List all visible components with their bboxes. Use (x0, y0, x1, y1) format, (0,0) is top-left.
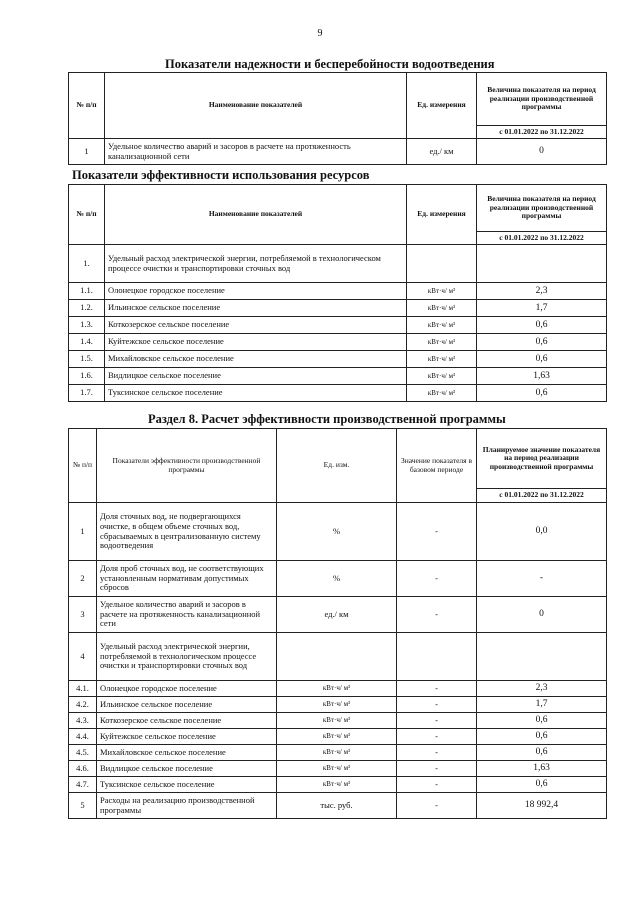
row-unit: кВт·ч/ м³ (277, 761, 397, 777)
table-row (69, 633, 607, 681)
row-name: Коткозерское сельское поселение (97, 713, 277, 729)
table-row (69, 681, 607, 697)
row-plan: 0,0 (477, 503, 607, 561)
row-value: 1,63 (477, 368, 607, 385)
table-row (69, 385, 607, 402)
row-num: 4.2. (69, 697, 97, 713)
table-row (69, 745, 607, 761)
resources-table (68, 184, 607, 402)
row-base: - (397, 597, 477, 633)
col-header-unit: Ед. измерения (407, 73, 477, 139)
row-num: 4.1. (69, 681, 97, 697)
row-unit: кВт·ч/ м³ (277, 697, 397, 713)
row-plan: - (477, 561, 607, 597)
row-name: Олонецкое городское поселение (97, 681, 277, 697)
row-name: Видлицкое сельское поселение (105, 368, 407, 385)
row-unit: ед./ км (277, 597, 397, 633)
row-num: 1 (69, 139, 105, 165)
table-row (69, 713, 607, 729)
row-num: 4.3. (69, 713, 97, 729)
row-name: Удельное количество аварий и засоров в расчете на протяженность канализационной сети (105, 139, 407, 165)
row-name: Туксинское сельское поселение (105, 385, 407, 402)
table-row (69, 351, 607, 368)
row-name: Михайловское сельское поселение (97, 745, 277, 761)
row-name: Коткозерское сельское поселение (105, 317, 407, 334)
row-num: 1.5. (69, 351, 105, 368)
col-header-num: № п/п (69, 185, 105, 245)
row-base: - (397, 745, 477, 761)
row-name: Расходы на реализацию производственной программы (97, 793, 277, 819)
table-row (69, 317, 607, 334)
row-value: 2,3 (477, 283, 607, 300)
row-plan: 18 992,4 (477, 793, 607, 819)
row-name: Куйтежское сельское поселение (105, 334, 407, 351)
row-unit: кВт·ч/ м³ (407, 385, 477, 402)
col-header-base: Значение показателя в базовом периоде (397, 429, 477, 503)
table-row (69, 245, 607, 283)
col-header-value: Величина показателя на период реализации производственной программы (477, 73, 607, 126)
col-header-plan: Планируемое значение показателя на период реализации производственной программы (477, 429, 607, 489)
row-base: - (397, 681, 477, 697)
row-num: 2 (69, 561, 97, 597)
row-num: 1.1. (69, 283, 105, 300)
row-base: - (397, 713, 477, 729)
row-num: 1 (69, 503, 97, 561)
row-plan: 0,6 (477, 713, 607, 729)
reliability-title: Показатели надежности и бесперебойности водоотведения (165, 57, 495, 71)
col-header-value: Величина показателя на период реализации производственной программы (477, 185, 607, 232)
row-base: - (397, 503, 477, 561)
row-unit: кВт·ч/ м³ (407, 351, 477, 368)
row-unit: кВт·ч/ м³ (277, 681, 397, 697)
row-value: 0,6 (477, 385, 607, 402)
col-header-num: № п/п (69, 73, 105, 139)
col-header-period: с 01.01.2022 по 31.12.2022 (477, 489, 607, 503)
row-base: - (397, 793, 477, 819)
row-base: - (397, 697, 477, 713)
table-row (69, 777, 607, 793)
row-name: Михайловское сельское поселение (105, 351, 407, 368)
row-name: Ильинское сельское поселение (105, 300, 407, 317)
row-unit: кВт·ч/ м³ (407, 300, 477, 317)
row-plan: 2,3 (477, 681, 607, 697)
row-plan: 0 (477, 597, 607, 633)
row-value: 0,6 (477, 317, 607, 334)
table-row (69, 300, 607, 317)
row-plan: 0,6 (477, 777, 607, 793)
row-unit: кВт·ч/ м³ (277, 729, 397, 745)
row-num: 1. (69, 245, 105, 283)
row-name: Олонецкое городское поселение (105, 283, 407, 300)
row-name: Видлицкое сельское поселение (97, 761, 277, 777)
row-name: Доля сточных вод, не подвергающихся очистке, в общем объеме сточных вод, сбрасываемых в централизованную систему водоотведения (97, 503, 277, 561)
table-row (69, 139, 607, 165)
row-unit (277, 633, 397, 681)
row-value: 0 (477, 139, 607, 165)
row-plan: 1,63 (477, 761, 607, 777)
row-plan: 0,6 (477, 729, 607, 745)
col-header-name: Показатели эффективности производственной программы (97, 429, 277, 503)
row-unit: кВт·ч/ м³ (277, 713, 397, 729)
row-unit: тыс. руб. (277, 793, 397, 819)
table-row (69, 334, 607, 351)
row-base: - (397, 761, 477, 777)
row-value: 0,6 (477, 351, 607, 368)
reliability-table (68, 72, 607, 165)
row-base: - (397, 777, 477, 793)
row-plan: 1,7 (477, 697, 607, 713)
row-base: - (397, 561, 477, 597)
col-header-period: с 01.01.2022 по 31.12.2022 (477, 126, 607, 139)
table-row (69, 761, 607, 777)
row-name: Удельный расход электрической энергии, потребляемой в технологическом процессе очистки и транспортировки сточных вод (105, 245, 407, 283)
row-unit: % (277, 503, 397, 561)
page-number: 9 (317, 28, 323, 39)
table-row (69, 503, 607, 561)
row-plan (477, 633, 607, 681)
row-num: 4.7. (69, 777, 97, 793)
table-row (69, 697, 607, 713)
col-header-unit: Ед. измерения (407, 185, 477, 245)
row-unit: кВт·ч/ м³ (407, 334, 477, 351)
row-num: 1.7. (69, 385, 105, 402)
row-num: 1.3. (69, 317, 105, 334)
row-unit: кВт·ч/ м³ (277, 745, 397, 761)
row-name: Ильинское сельское поселение (97, 697, 277, 713)
row-unit: кВт·ч/ м³ (407, 317, 477, 334)
row-num: 1.4. (69, 334, 105, 351)
col-header-num: № п/п (69, 429, 97, 503)
row-value: 1,7 (477, 300, 607, 317)
row-num: 3 (69, 597, 97, 633)
row-name: Куйтежское сельское поселение (97, 729, 277, 745)
resources-title: Показатели эффективности использования ресурсов (72, 168, 370, 182)
row-plan: 0,6 (477, 745, 607, 761)
row-num: 4.4. (69, 729, 97, 745)
row-num: 4 (69, 633, 97, 681)
row-unit: кВт·ч/ м³ (277, 777, 397, 793)
row-base (397, 633, 477, 681)
table-row (69, 597, 607, 633)
row-num: 1.6. (69, 368, 105, 385)
table-row (69, 729, 607, 745)
table-row (69, 368, 607, 385)
row-unit: кВт·ч/ м³ (407, 283, 477, 300)
row-unit: ед./ км (407, 139, 477, 165)
row-unit (407, 245, 477, 283)
col-header-unit: Ед. изм. (277, 429, 397, 503)
row-value (477, 245, 607, 283)
col-header-name: Наименование показателей (105, 73, 407, 139)
row-base: - (397, 729, 477, 745)
row-num: 1.2. (69, 300, 105, 317)
row-unit: % (277, 561, 397, 597)
row-num: 5 (69, 793, 97, 819)
row-name: Доля проб сточных вод, не соответствующих установленным нормативам допустимых сбросов (97, 561, 277, 597)
table-row (69, 793, 607, 819)
table-row (69, 561, 607, 597)
col-header-period: с 01.01.2022 по 31.12.2022 (477, 232, 607, 245)
row-value: 0,6 (477, 334, 607, 351)
row-num: 4.6. (69, 761, 97, 777)
section-8-title: Раздел 8. Расчет эффективности производственной программы (148, 412, 506, 426)
efficiency-table (68, 428, 607, 819)
row-name: Туксинское сельское поселение (97, 777, 277, 793)
row-name: Удельный расход электрической энергии, потребляемой в технологическом процессе очистки и транспортировки сточных вод (97, 633, 277, 681)
row-unit: кВт·ч/ м³ (407, 368, 477, 385)
table-row (69, 283, 607, 300)
row-name: Удельное количество аварий и засоров в расчете на протяженность канализационной сети (97, 597, 277, 633)
col-header-name: Наименование показателей (105, 185, 407, 245)
row-num: 4.5. (69, 745, 97, 761)
